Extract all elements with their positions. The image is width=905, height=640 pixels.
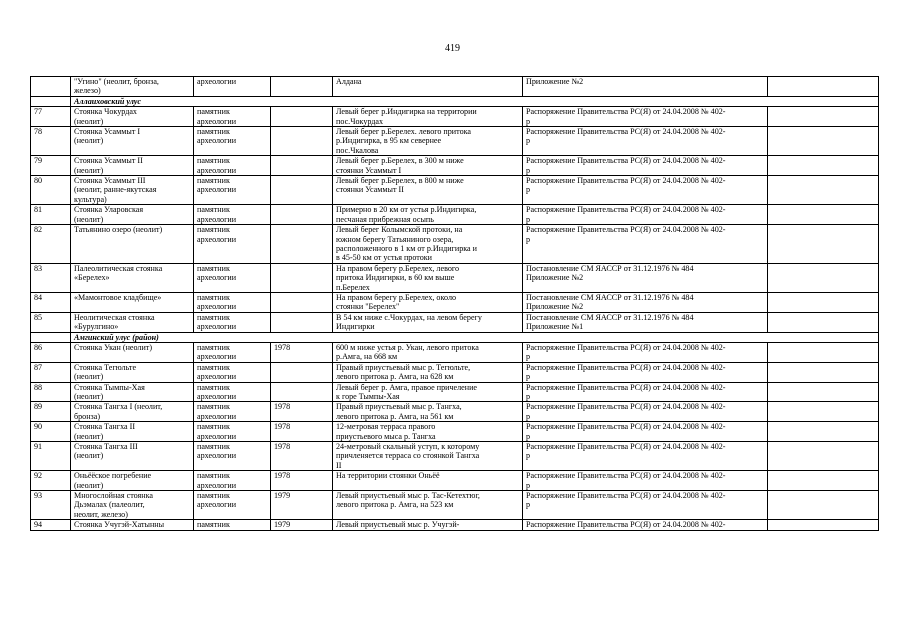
document-cell: Распоряжение Правительства РС(Я) от 24.04.2008 № 402- р bbox=[523, 402, 768, 422]
table-row bbox=[31, 127, 879, 156]
table-row bbox=[31, 225, 879, 264]
location-cell: Левый приустьевый мыс р. Учугэй- bbox=[333, 520, 523, 530]
location-cell: Правый приустьевый мыс р. Тегюльте, левого притока р. Амга, на 628 км bbox=[333, 362, 523, 382]
empty-cell bbox=[768, 176, 879, 205]
document-cell: Распоряжение Правительства РС(Я) от 24.04.2008 № 402- р bbox=[523, 205, 768, 225]
year-cell bbox=[271, 127, 333, 156]
location-cell: Левый берег р.Берелех, в 300 м ниже стоянки Усаммыт I bbox=[333, 156, 523, 176]
document-cell: Распоряжение Правительства РС(Я) от 24.04.2008 № 402- р bbox=[523, 176, 768, 205]
table-row bbox=[31, 422, 879, 442]
document-cell: Распоряжение Правительства РС(Я) от 24.04.2008 № 402- р bbox=[523, 422, 768, 442]
year-cell: 1978 bbox=[271, 442, 333, 471]
empty-cell bbox=[768, 127, 879, 156]
document-cell: Распоряжение Правительства РС(Я) от 24.04.2008 № 402- р bbox=[523, 107, 768, 127]
row-number-cell: 86 bbox=[31, 342, 71, 362]
document-cell: Постановление СМ ЯАССР от 31.12.1976 № 484 Приложение №2 bbox=[523, 292, 768, 312]
row-number-cell: 82 bbox=[31, 225, 71, 264]
category-cell: памятник археологии bbox=[194, 176, 271, 205]
row-number-cell: 78 bbox=[31, 127, 71, 156]
row-number-cell bbox=[31, 77, 71, 97]
monument-name-cell: Неолитическая стоянка «Бурулгино» bbox=[71, 312, 194, 332]
monument-name-cell: Стоянка Чокурдах (неолит) bbox=[71, 107, 194, 127]
document-cell: Приложение №2 bbox=[523, 77, 768, 97]
year-cell bbox=[271, 225, 333, 264]
row-number-cell: 84 bbox=[31, 292, 71, 312]
row-number-cell: 85 bbox=[31, 312, 71, 332]
empty-cell bbox=[768, 263, 879, 292]
monument-name-cell: Палеолитическая стоянка «Берелех» bbox=[71, 263, 194, 292]
monument-name-cell: Стоянка Улаpовская (неолит) bbox=[71, 205, 194, 225]
empty-cell bbox=[768, 292, 879, 312]
year-cell: 1978 bbox=[271, 402, 333, 422]
year-cell bbox=[271, 176, 333, 205]
category-cell: памятник археологии bbox=[194, 156, 271, 176]
empty-cell bbox=[768, 471, 879, 491]
document-cell: Распоряжение Правительства РС(Я) от 24.04.2008 № 402- р bbox=[523, 342, 768, 362]
document-cell: Распоряжение Правительства РС(Я) от 24.04.2008 № 402- р bbox=[523, 225, 768, 264]
empty-cell bbox=[768, 77, 879, 97]
location-cell: 12-метровая терраса правого приустьевого мыса р. Тангха bbox=[333, 422, 523, 442]
row-number-cell bbox=[31, 332, 71, 342]
year-cell bbox=[271, 205, 333, 225]
category-cell: памятник археологии bbox=[194, 402, 271, 422]
row-number-cell: 94 bbox=[31, 520, 71, 530]
location-cell: Левый берег р.Берелех, в 800 м ниже стоянки Усаммыт II bbox=[333, 176, 523, 205]
table-row bbox=[31, 491, 879, 520]
category-cell: памятник археологии bbox=[194, 442, 271, 471]
document-cell: Распоряжение Правительства РС(Я) от 24.04.2008 № 402- р bbox=[523, 362, 768, 382]
document-cell: Постановление СМ ЯАССР от 31.12.1976 № 484 Приложение №2 bbox=[523, 263, 768, 292]
category-cell: памятник археологии bbox=[194, 263, 271, 292]
monument-name-cell: Стоянка Усаммыт II (неолит) bbox=[71, 156, 194, 176]
row-number-cell: 93 bbox=[31, 491, 71, 520]
monument-name-cell: Многослойная стоянка Дьэмалах (палеолит, неолит, железо) bbox=[71, 491, 194, 520]
row-number-cell: 83 bbox=[31, 263, 71, 292]
monument-name-cell: "Угино" (неолит, бронза, железо) bbox=[71, 77, 194, 97]
monument-name-cell: Стоянка Учугэй-Хатынны bbox=[71, 520, 194, 530]
monument-name-cell: Стоянка Тымпы-Хая (неолит) bbox=[71, 382, 194, 402]
monument-name-cell: Стоянка Тангха II (неолит) bbox=[71, 422, 194, 442]
document-cell: Распоряжение Правительства РС(Я) от 24.04.2008 № 402- р bbox=[523, 491, 768, 520]
row-number-cell: 89 bbox=[31, 402, 71, 422]
monument-name-cell: Стоянка Тангха III (неолит) bbox=[71, 442, 194, 471]
row-number-cell: 77 bbox=[31, 107, 71, 127]
location-cell: Правый приустьевый мыс р. Тангха, левого притока р. Амга, на 561 км bbox=[333, 402, 523, 422]
empty-cell bbox=[768, 442, 879, 471]
table-row bbox=[31, 312, 879, 332]
location-cell: Алдана bbox=[333, 77, 523, 97]
location-cell: 600 м ниже устья р. Укан, левого притока р.Амга, на 668 км bbox=[333, 342, 523, 362]
location-cell: Левый приустьевый мыс р. Тас-Кетехтюг, левого притока р. Амга, на 523 км bbox=[333, 491, 523, 520]
monument-name-cell: Стоянка Тегюльте (неолит) bbox=[71, 362, 194, 382]
row-number-cell bbox=[31, 96, 71, 106]
location-cell: На территории стоянки Оньёё bbox=[333, 471, 523, 491]
location-cell: На правом берегу р.Берелех, около стоянки "Берелех" bbox=[333, 292, 523, 312]
section-title: Аллаиховский улус bbox=[71, 96, 879, 106]
year-cell bbox=[271, 312, 333, 332]
year-cell bbox=[271, 107, 333, 127]
table-row bbox=[31, 176, 879, 205]
row-number-cell: 81 bbox=[31, 205, 71, 225]
table-row bbox=[31, 263, 879, 292]
category-cell: памятник археологии bbox=[194, 491, 271, 520]
category-cell: памятник bbox=[194, 520, 271, 530]
empty-cell bbox=[768, 205, 879, 225]
category-cell: памятник археологии bbox=[194, 342, 271, 362]
table-row bbox=[31, 471, 879, 491]
row-number-cell: 87 bbox=[31, 362, 71, 382]
row-number-cell: 90 bbox=[31, 422, 71, 442]
table-row bbox=[31, 442, 879, 471]
monument-name-cell: Татьянино озеро (неолит) bbox=[71, 225, 194, 264]
empty-cell bbox=[768, 107, 879, 127]
empty-cell bbox=[768, 156, 879, 176]
empty-cell bbox=[768, 520, 879, 530]
year-cell bbox=[271, 362, 333, 382]
monument-name-cell: Оньёёское погребение (неолит) bbox=[71, 471, 194, 491]
location-cell: Примерно в 20 км от устья р.Индигирка, песчаная прибрежная осыпь bbox=[333, 205, 523, 225]
location-cell: Левый берег р. Амга, правое причеление к горе Тымпы-Хая bbox=[333, 382, 523, 402]
row-number-cell: 92 bbox=[31, 471, 71, 491]
document-cell: Постановление СМ ЯАССР от 31.12.1976 № 484 Приложение №1 bbox=[523, 312, 768, 332]
year-cell bbox=[271, 263, 333, 292]
page-number: 419 bbox=[445, 43, 460, 54]
category-cell: памятник археологии bbox=[194, 312, 271, 332]
empty-cell bbox=[768, 422, 879, 442]
monument-name-cell: «Мамонтовое кладбище» bbox=[71, 292, 194, 312]
category-cell: памятник археологии bbox=[194, 362, 271, 382]
table-row bbox=[31, 520, 879, 530]
year-cell bbox=[271, 292, 333, 312]
year-cell bbox=[271, 156, 333, 176]
year-cell: 1978 bbox=[271, 342, 333, 362]
empty-cell bbox=[768, 362, 879, 382]
year-cell: 1978 bbox=[271, 422, 333, 442]
monuments-table bbox=[30, 76, 879, 531]
empty-cell bbox=[768, 402, 879, 422]
year-cell: 1979 bbox=[271, 520, 333, 530]
empty-cell bbox=[768, 312, 879, 332]
location-cell: В 54 км ниже с.Чокурдах, на левом берегу Индигирки bbox=[333, 312, 523, 332]
year-cell bbox=[271, 382, 333, 402]
row-number-cell: 79 bbox=[31, 156, 71, 176]
year-cell bbox=[271, 77, 333, 97]
location-cell: Левый берег Колымской протоки, на южном берегу Татьяниного озера, расположенного в 1 км от р.Индигирка и в 45-50 км от устья протоки bbox=[333, 225, 523, 264]
table-row bbox=[31, 292, 879, 312]
document-cell: Распоряжение Правительства РС(Я) от 24.04.2008 № 402- р bbox=[523, 442, 768, 471]
category-cell: памятник археологии bbox=[194, 127, 271, 156]
monument-name-cell: Стоянка Укан (неолит) bbox=[71, 342, 194, 362]
table-row bbox=[31, 402, 879, 422]
table-row bbox=[31, 205, 879, 225]
document-cell: Распоряжение Правительства РС(Я) от 24.04.2008 № 402- р bbox=[523, 156, 768, 176]
section-header-row bbox=[31, 332, 879, 342]
empty-cell bbox=[768, 225, 879, 264]
empty-cell bbox=[768, 491, 879, 520]
row-number-cell: 88 bbox=[31, 382, 71, 402]
monument-name-cell: Стоянка Усаммыт III (неолит, ранне-якутская культура) bbox=[71, 176, 194, 205]
monument-name-cell: Стоянка Усаммыт I (неолит) bbox=[71, 127, 194, 156]
table-row bbox=[31, 382, 879, 402]
category-cell: памятник археологии bbox=[194, 422, 271, 442]
section-title: Амгинский улус (район) bbox=[71, 332, 879, 342]
table-row bbox=[31, 342, 879, 362]
table-row bbox=[31, 156, 879, 176]
category-cell: памятник археологии bbox=[194, 292, 271, 312]
document-cell: Распоряжение Правительства РС(Я) от 24.04.2008 № 402- р bbox=[523, 127, 768, 156]
category-cell: памятник археологии bbox=[194, 471, 271, 491]
document-cell: Распоряжение Правительства РС(Я) от 24.04.2008 № 402- р bbox=[523, 382, 768, 402]
document-cell: Распоряжение Правительства РС(Я) от 24.04.2008 № 402- bbox=[523, 520, 768, 530]
row-number-cell: 91 bbox=[31, 442, 71, 471]
year-cell: 1979 bbox=[271, 491, 333, 520]
section-header-row bbox=[31, 96, 879, 106]
location-cell: 24-метровый скальный уступ, к которому причленяется терраса со стоянкой Тангха II bbox=[333, 442, 523, 471]
location-cell: Левый берег р.Берелех. левого притока р.Индигирка, в 95 км севернее пос.Чкалова bbox=[333, 127, 523, 156]
year-cell: 1978 bbox=[271, 471, 333, 491]
document-cell: Распоряжение Правительства РС(Я) от 24.04.2008 № 402- р bbox=[523, 471, 768, 491]
category-cell: археологии bbox=[194, 77, 271, 97]
table-row bbox=[31, 107, 879, 127]
location-cell: На правом берегу р.Берелех, левого притока Индигирки, в 60 км выше п.Берелех bbox=[333, 263, 523, 292]
empty-cell bbox=[768, 382, 879, 402]
location-cell: Левый берег р.Индигирка на территории пос.Чокурдах bbox=[333, 107, 523, 127]
row-number-cell: 80 bbox=[31, 176, 71, 205]
empty-cell bbox=[768, 342, 879, 362]
monument-name-cell: Стоянка Тангха I (неолит, бронза) bbox=[71, 402, 194, 422]
category-cell: памятник археологии bbox=[194, 205, 271, 225]
table-row bbox=[31, 77, 879, 97]
table-row bbox=[31, 362, 879, 382]
category-cell: памятник археологии bbox=[194, 107, 271, 127]
category-cell: памятник археологии bbox=[194, 382, 271, 402]
category-cell: памятник археологии bbox=[194, 225, 271, 264]
